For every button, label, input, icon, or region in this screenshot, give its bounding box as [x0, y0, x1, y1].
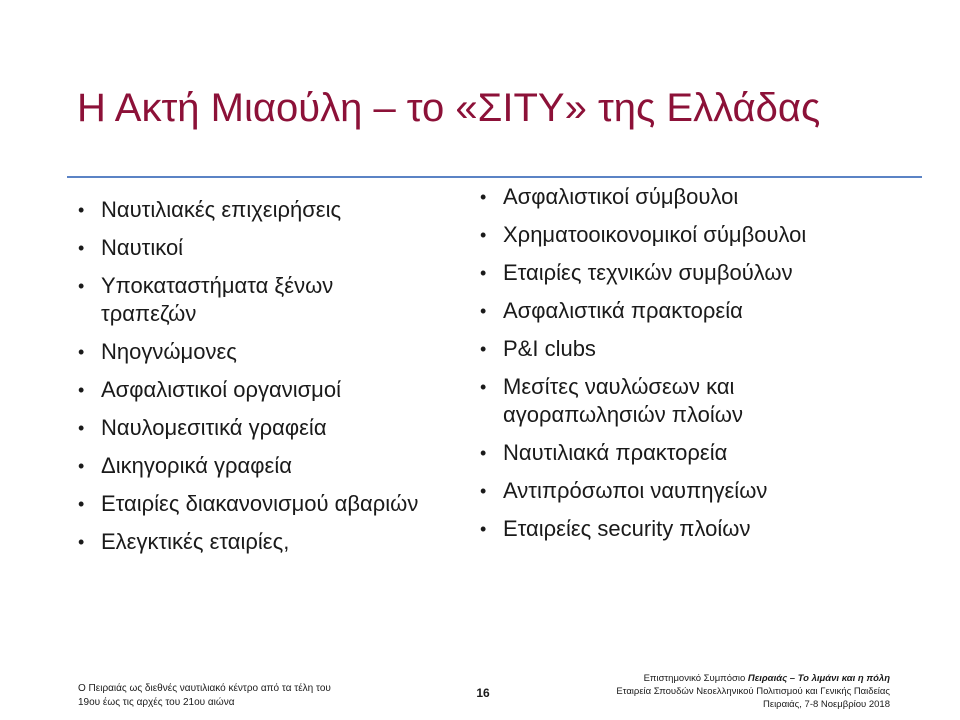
- list-item: • Ασφαλιστικοί οργανισμοί: [78, 376, 498, 404]
- title-divider: [67, 176, 922, 178]
- symposium-prefix: Επιστημονικό Συμπόσιο: [643, 673, 748, 684]
- footer-place-date: Πειραιάς, 7-8 Νοεμβρίου 2018: [762, 699, 890, 710]
- footer-symposium-line: [540, 672, 890, 685]
- right-bullet-list: [480, 183, 920, 553]
- footer-presentation-title: Ο Πειραιάς ως διεθνές ναυτιλιακό κέντρο από τα τέλη του 19ου έως τις αρχές του 21ου αιώνα: [78, 683, 331, 708]
- list-item: • Ναυλομεσιτικά γραφεία: [78, 414, 498, 442]
- list-item: • Ναυτικοί: [78, 234, 498, 262]
- list-item: • Εταιρίες διακανονισμού αβαριών: [78, 490, 498, 518]
- slide-title: Η Ακτή Μιαούλη – το «ΣΙΤΥ» της Ελλάδας: [77, 86, 821, 130]
- footer-organizer: Εταιρεία Σπουδών Νεοελληνικού Πολιτισμού και Γενικής Παιδείας: [616, 686, 890, 697]
- list-item: • Ασφαλιστικοί σύμβουλοι: [480, 183, 920, 211]
- list-item: • Νηογνώμονες: [78, 338, 498, 366]
- list-item: • Χρηματοοικονομικοί σύμβουλοι: [480, 221, 920, 249]
- page-number: 16: [476, 686, 490, 700]
- list-item: • Εταιρείες security πλοίων: [480, 515, 920, 543]
- symposium-title: Πειραιάς – Το λιμάνι και η πόλη: [747, 673, 890, 684]
- list-item: • Αντιπρόσωποι ναυπηγείων: [480, 477, 920, 505]
- list-item: • Μεσίτες ναυλώσεων και αγοραπωλησιών πλοίων: [480, 373, 920, 429]
- list-item: • Ελεγκτικές εταιρίες,: [78, 528, 498, 556]
- list-item: • Ναυτιλιακές επιχειρήσεις: [78, 196, 498, 224]
- list-item: • Εταιρίες τεχνικών συμβούλων: [480, 259, 920, 287]
- list-item: • Ναυτιλιακά πρακτορεία: [480, 439, 920, 467]
- left-bullet-list: [78, 196, 498, 566]
- footer-symposium-info: [540, 672, 890, 711]
- list-item: • P&I clubs: [480, 335, 920, 363]
- list-item: • Ασφαλιστικά πρακτορεία: [480, 297, 920, 325]
- list-item: • Υποκαταστήματα ξένων τραπεζών: [78, 272, 498, 328]
- list-item: • Δικηγορικά γραφεία: [78, 452, 498, 480]
